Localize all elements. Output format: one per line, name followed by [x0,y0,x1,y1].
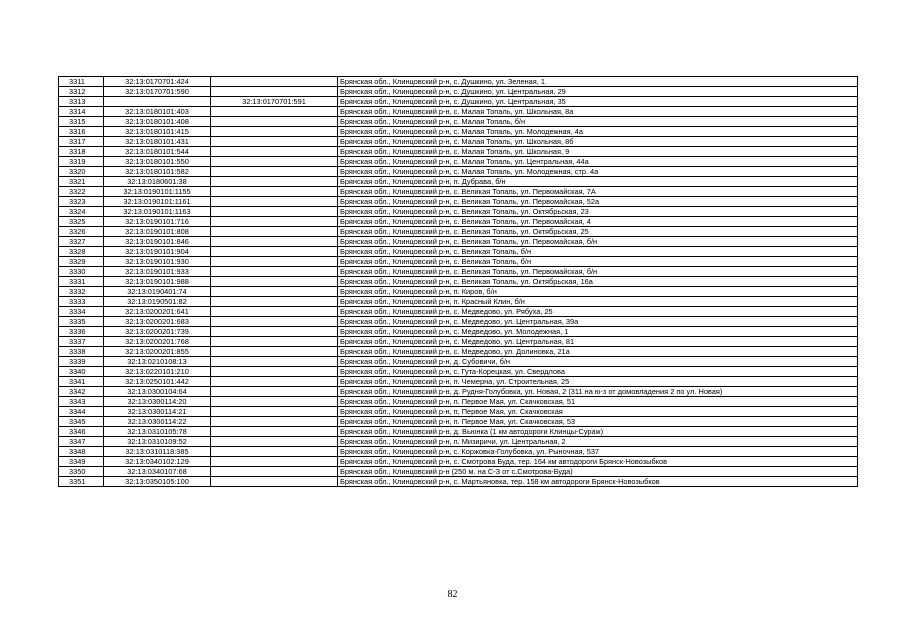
property-table-body [59,77,858,487]
cadastral-number-extra-cell [211,177,338,187]
address-cell: Брянская обл., Клинцовский р-н, с. Гута-Корецкая, ул. Свердлова [338,367,858,377]
table-row [59,397,858,407]
cadastral-number-cell: 32:13:0340102:129 [104,457,211,467]
row-number-cell: 3339 [59,357,104,367]
table-row [59,247,858,257]
row-number-cell: 3321 [59,177,104,187]
cadastral-number-extra-cell [211,237,338,247]
table-row [59,377,858,387]
row-number-cell: 3348 [59,447,104,457]
cadastral-number-extra-cell [211,417,338,427]
row-number-cell: 3340 [59,367,104,377]
cadastral-number-cell: 32:13:0180101:431 [104,137,211,147]
address-cell: Брянская обл., Клинцовский р-н, д. Субовичи, б/н [338,357,858,367]
cadastral-number-cell: 32:13:0200201:855 [104,347,211,357]
cadastral-number-extra-cell [211,77,338,87]
cadastral-number-cell: 32:13:0190101:904 [104,247,211,257]
cadastral-number-extra-cell [211,297,338,307]
cadastral-number-extra-cell [211,437,338,447]
address-cell: Брянская обл., Клинцовский р-н, с. Малая Топаль, ул. Центральная, 44а [338,157,858,167]
cadastral-number-cell: 32:13:0180101:408 [104,117,211,127]
cadastral-number-cell: 32:13:0340107:68 [104,467,211,477]
table-row [59,337,858,347]
address-cell: Брянская обл., Клинцовский р-н, с. Малая Топаль, ул. Школьная, 9 [338,147,858,157]
address-cell: Брянская обл., Клинцовский р-н, с. Великая Топаль, б/н [338,257,858,267]
cadastral-number-extra-cell [211,267,338,277]
row-number-cell: 3323 [59,197,104,207]
cadastral-number-extra-cell [211,457,338,467]
cadastral-number-cell: 32:13:0300114:20 [104,397,211,407]
table-row [59,227,858,237]
cadastral-number-cell: 32:13:0180101:544 [104,147,211,157]
address-cell: Брянская обл., Клинцовский р-н, с. Великая Топаль, ул. Первомайская, 7А [338,187,858,197]
row-number-cell: 3337 [59,337,104,347]
address-cell: Брянская обл., Клинцовский р-н, с. Душкино, ул. Зеленая, 1 [338,77,858,87]
address-cell: Брянская обл., Клинцовский р-н, п. Первое Мая, ул. Скачковская [338,407,858,417]
table-row [59,437,858,447]
row-number-cell: 3350 [59,467,104,477]
cadastral-number-cell: 32:13:0200201:683 [104,317,211,327]
table-row [59,77,858,87]
cadastral-number-cell: 32:13:0190101:808 [104,227,211,237]
address-cell: Брянская обл., Клинцовский р-н, с. Медведово, ул. Рябуха, 25 [338,307,858,317]
table-row [59,287,858,297]
table-row [59,327,858,337]
address-cell: Брянская обл., Клинцовский р-н, п. Первое Мая, ул. Скачковская, 53 [338,417,858,427]
row-number-cell: 3314 [59,107,104,117]
cadastral-number-cell: 32:13:0190501:82 [104,297,211,307]
table-row [59,177,858,187]
cadastral-number-cell: 32:13:0190101:1163 [104,207,211,217]
table-row [59,357,858,367]
cadastral-number-extra-cell [211,107,338,117]
table-row [59,137,858,147]
cadastral-number-extra-cell [211,397,338,407]
address-cell: Брянская обл., Клинцовский р-н, п. Мизиричи, ул. Центральная, 2 [338,437,858,447]
cadastral-number-extra-cell [211,127,338,137]
address-cell: Брянская обл., Клинцовский р-н, с. Мартьяновка, тер. 158 км автодороги Брянск-Новозыбков [338,477,858,487]
row-number-cell: 3341 [59,377,104,387]
cadastral-number-extra-cell [211,227,338,237]
table-row [59,277,858,287]
table-row [59,447,858,457]
address-cell: Брянская обл., Клинцовский р-н, с. Коржовка-Голубовка, ул. Рыночная, 537 [338,447,858,457]
cadastral-number-extra-cell [211,477,338,487]
cadastral-number-cell: 32:13:0200201:641 [104,307,211,317]
table-row [59,307,858,317]
cadastral-number-extra-cell [211,357,338,367]
address-cell: Брянская обл., Клинцовский р-н, с. Смотрова Буда, тер. 164 км автодороги Брянск-Новозыбков [338,457,858,467]
address-cell: Брянская обл., Клинцовский р-н, с. Великая Топаль, ул. Первомайская, 4 [338,217,858,227]
address-cell: Брянская обл., Клинцовский р-н, с. Малая Топаль, ул. Молодежная, стр. 4а [338,167,858,177]
cadastral-number-extra-cell [211,327,338,337]
table-row [59,187,858,197]
cadastral-number-extra-cell [211,207,338,217]
cadastral-number-extra-cell [211,387,338,397]
table-row [59,427,858,437]
address-cell: Брянская обл., Клинцовский р-н, с. Медведово, ул. Центральная, 39а [338,317,858,327]
address-cell: Брянская обл., Клинцовский р-н, с. Великая Топаль, ул. Первомайская, б/н [338,267,858,277]
table-row [59,117,858,127]
address-cell: Брянская обл., Клинцовский р-н, с. Медведово, ул. Долиновка, 21а [338,347,858,357]
cadastral-number-extra-cell [211,247,338,257]
row-number-cell: 3335 [59,317,104,327]
row-number-cell: 3320 [59,167,104,177]
cadastral-number-extra-cell [211,87,338,97]
cadastral-number-extra-cell [211,287,338,297]
table-row [59,107,858,117]
cadastral-number-cell: 32:13:0200201:768 [104,337,211,347]
cadastral-number-cell: 32:13:0190101:930 [104,257,211,267]
address-cell: Брянская обл., Клинцовский р-н, с. Малая Топаль, ул. Школьная, 8б [338,137,858,147]
row-number-cell: 3311 [59,77,104,87]
address-cell: Брянская обл., Клинцовский р-н, п. Киров, б/н [338,287,858,297]
cadastral-number-cell: 32:13:0210108:13 [104,357,211,367]
row-number-cell: 3324 [59,207,104,217]
cadastral-number-cell: 32:13:0180101:550 [104,157,211,167]
cadastral-number-cell [104,97,211,107]
address-cell: Брянская обл., Клинцовский р-н, п. Дубрава, б/н [338,177,858,187]
cadastral-number-cell: 32:13:0310118:385 [104,447,211,457]
cadastral-number-extra-cell [211,307,338,317]
row-number-cell: 3333 [59,297,104,307]
row-number-cell: 3342 [59,387,104,397]
table-row [59,407,858,417]
cadastral-number-extra-cell [211,427,338,437]
table-row [59,207,858,217]
row-number-cell: 3316 [59,127,104,137]
table-row [59,167,858,177]
table-row [59,347,858,357]
cadastral-number-extra-cell [211,147,338,157]
cadastral-number-cell: 32:13:0300104:64 [104,387,211,397]
address-cell: Брянская обл., Клинцовский р-н, с. Малая Топаль, ул. Молодежная, 4а [338,127,858,137]
address-cell: Брянская обл., Клинцовский р-н, с. Медведово, ул. Молодежная, 1 [338,327,858,337]
table-row [59,197,858,207]
row-number-cell: 3338 [59,347,104,357]
address-cell: Брянская обл., Клинцовский р-н, с. Душкино, ул. Центральная, 29 [338,87,858,97]
cadastral-number-cell: 32:13:0180101:415 [104,127,211,137]
row-number-cell: 3326 [59,227,104,237]
cadastral-number-extra-cell: 32:13:0170701:591 [211,97,338,107]
table-row [59,237,858,247]
row-number-cell: 3344 [59,407,104,417]
cadastral-number-extra-cell [211,187,338,197]
row-number-cell: 3343 [59,397,104,407]
row-number-cell: 3329 [59,257,104,267]
address-cell: Брянская обл., Клинцовский р-н, с. Великая Топаль, ул. Октябрьская, 16а [338,277,858,287]
table-row [59,367,858,377]
table-row [59,387,858,397]
table-row [59,147,858,157]
cadastral-number-cell: 32:13:0190101:988 [104,277,211,287]
row-number-cell: 3349 [59,457,104,467]
cadastral-number-cell: 32:13:0350105:100 [104,477,211,487]
row-number-cell: 3325 [59,217,104,227]
table-row [59,317,858,327]
cadastral-number-extra-cell [211,117,338,127]
address-cell: Брянская обл., Клинцовский р-н, с. Медведово, ул. Центральная, 81 [338,337,858,347]
cadastral-number-cell: 32:13:0300114:21 [104,407,211,417]
row-number-cell: 3336 [59,327,104,337]
cadastral-number-extra-cell [211,407,338,417]
cadastral-number-cell: 32:13:0310109:52 [104,437,211,447]
address-cell: Брянская обл., Клинцовский р-н (250 м. на С-З от с.Смотрова-Буда) [338,467,858,477]
cadastral-number-extra-cell [211,167,338,177]
table-row [59,97,858,107]
row-number-cell: 3331 [59,277,104,287]
row-number-cell: 3313 [59,97,104,107]
table-row [59,267,858,277]
property-table [58,76,858,487]
cadastral-number-cell: 32:13:0200201:739 [104,327,211,337]
cadastral-number-cell: 32:13:0250101:442 [104,377,211,387]
address-cell: Брянская обл., Клинцовский р-н, с. Великая Топаль, ул. Первомайская, 52а [338,197,858,207]
table-row [59,467,858,477]
row-number-cell: 3312 [59,87,104,97]
row-number-cell: 3345 [59,417,104,427]
page-number: 82 [447,589,458,600]
cadastral-number-extra-cell [211,197,338,207]
row-number-cell: 3317 [59,137,104,147]
cadastral-number-cell: 32:13:0220101:210 [104,367,211,377]
cadastral-number-extra-cell [211,377,338,387]
table-row [59,257,858,267]
cadastral-number-extra-cell [211,347,338,357]
row-number-cell: 3334 [59,307,104,317]
cadastral-number-extra-cell [211,217,338,227]
cadastral-number-extra-cell [211,257,338,267]
cadastral-number-cell: 32:13:0310105:78 [104,427,211,437]
row-number-cell: 3318 [59,147,104,157]
cadastral-number-extra-cell [211,157,338,167]
cadastral-number-extra-cell [211,447,338,457]
row-number-cell: 3351 [59,477,104,487]
cadastral-number-cell: 32:13:0180601:38 [104,177,211,187]
row-number-cell: 3346 [59,427,104,437]
row-number-cell: 3330 [59,267,104,277]
cadastral-number-cell: 32:13:0190101:933 [104,267,211,277]
address-cell: Брянская обл., Клинцовский р-н, с. Малая Топаль, ул. Школьная, 8а [338,107,858,117]
row-number-cell: 3327 [59,237,104,247]
address-cell: Брянская обл., Клинцовский р-н, п. Чемерна, ул. Строительная, 25 [338,377,858,387]
table-row [59,87,858,97]
cadastral-number-extra-cell [211,277,338,287]
cadastral-number-extra-cell [211,467,338,477]
address-cell: Брянская обл., Клинцовский р-н, с. Великая Топаль, ул. Первомайская, б/н [338,237,858,247]
cadastral-number-cell: 32:13:0190101:1155 [104,187,211,197]
cadastral-number-cell: 32:13:0180101:582 [104,167,211,177]
table-row [59,297,858,307]
cadastral-number-cell: 32:13:0190101:846 [104,237,211,247]
cadastral-number-cell: 32:13:0170701:590 [104,87,211,97]
table-row [59,127,858,137]
cadastral-number-cell: 32:13:0190101:716 [104,217,211,227]
table-row [59,217,858,227]
address-cell: Брянская обл., Клинцовский р-н, п. Красный Клин, б/н [338,297,858,307]
cadastral-number-cell: 32:13:0300114:22 [104,417,211,427]
row-number-cell: 3315 [59,117,104,127]
address-cell: Брянская обл., Клинцовский р-н, п. Первое Мая, ул. Скачковская, 51 [338,397,858,407]
table-row [59,477,858,487]
address-cell: Брянская обл., Клинцовский р-н, д. Рудня-Голубовка, ул. Новая, 2 (311 на ю-з от домовладения 2 по ул. Новая) [338,387,858,397]
cadastral-number-cell: 32:13:0170701:424 [104,77,211,87]
row-number-cell: 3319 [59,157,104,167]
table-row [59,457,858,467]
address-cell: Брянская обл., Клинцовский р-н, с. Великая Топаль, ул. Октябрьская, 23 [338,207,858,217]
address-cell: Брянская обл., Клинцовский р-н, с. Великая Топаль, ул. Октябрьская, 25 [338,227,858,237]
cadastral-number-extra-cell [211,337,338,347]
cadastral-number-cell: 32:13:0180101:403 [104,107,211,117]
cadastral-number-extra-cell [211,367,338,377]
row-number-cell: 3322 [59,187,104,197]
row-number-cell: 3347 [59,437,104,447]
table-row [59,157,858,167]
address-cell: Брянская обл., Клинцовский р-н, с. Малая Топаль, б/н [338,117,858,127]
cadastral-number-cell: 32:13:0190401:74 [104,287,211,297]
address-cell: Брянская обл., Клинцовский р-н, д. Вьюнка (1 км автодороги Клинцы-Сураж) [338,427,858,437]
cadastral-number-extra-cell [211,137,338,147]
cadastral-number-cell: 32:13:0190101:1161 [104,197,211,207]
table-row [59,417,858,427]
address-cell: Брянская обл., Клинцовский р-н, с. Великая Топаль, б/н [338,247,858,257]
row-number-cell: 3332 [59,287,104,297]
address-cell: Брянская обл., Клинцовский р-н, с. Душкино, ул. Центральная, 35 [338,97,858,107]
cadastral-number-extra-cell [211,317,338,327]
row-number-cell: 3328 [59,247,104,257]
